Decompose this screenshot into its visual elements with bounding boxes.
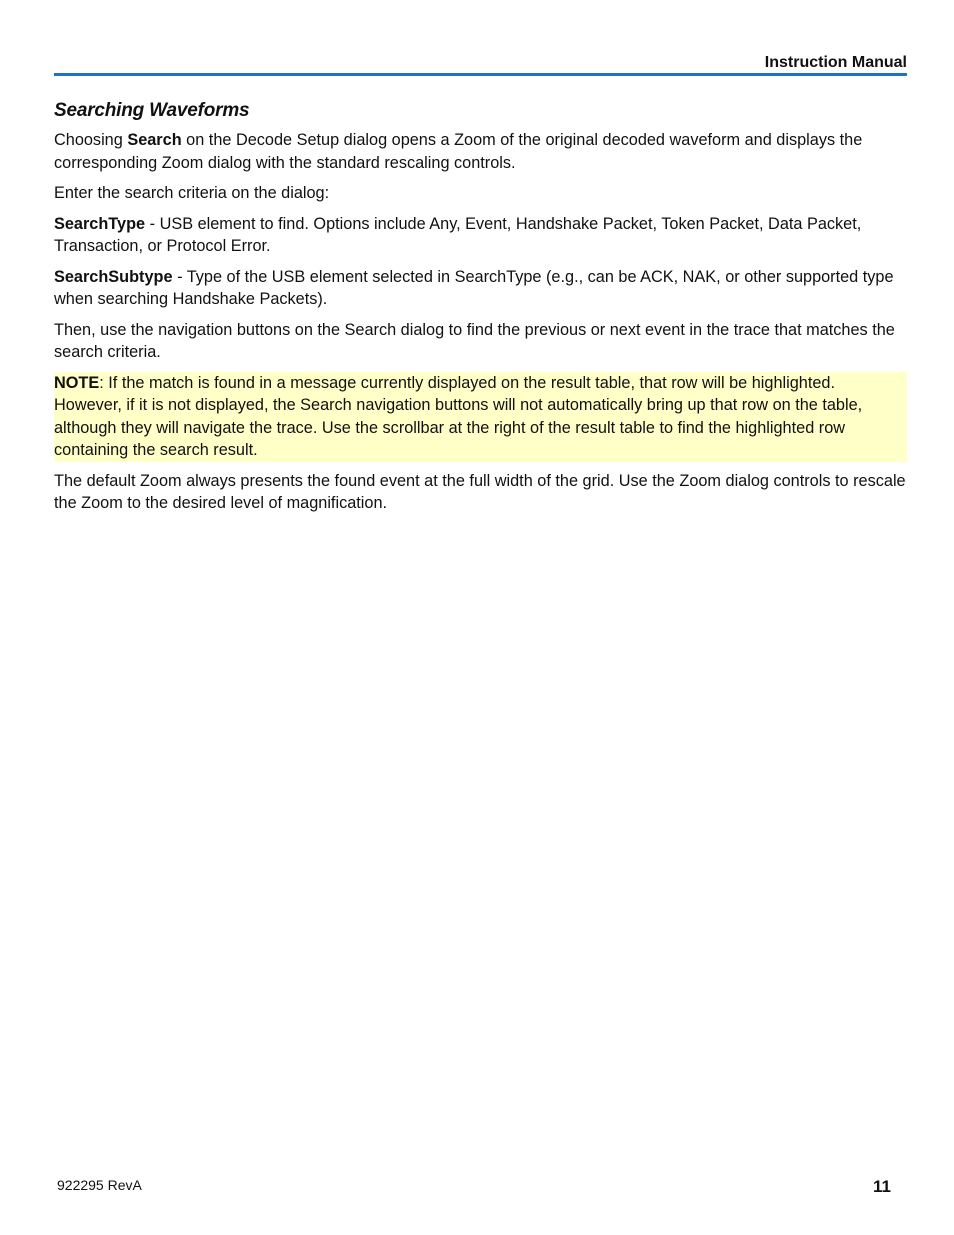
footer-document-id: 922295 RevA <box>57 1177 142 1193</box>
bold-term-search: Search <box>127 131 182 149</box>
note-label: NOTE <box>54 373 100 392</box>
text: - Type of the USB element selected in SearchType (e.g., can be ACK, NAK, or other supported type when searching Handshake Packets). <box>54 267 894 308</box>
paragraph-searchtype <box>54 213 907 258</box>
paragraph-search-intro <box>54 129 907 174</box>
text: on the Decode Setup dialog opens a Zoom of the original decoded waveform and displays the corresponding Zoom dialog with the standard rescaling controls. <box>54 131 863 172</box>
paragraph-default-zoom: The default Zoom always presents the found event at the full width of the grid. Use the Zoom dialog controls to rescale the Zoom to the desired level of magnification. <box>54 471 906 512</box>
note-text: : If the match is found in a message currently displayed on the result table, that row will be highlighted. However, if it is not displayed, the Search navigation buttons will not automatically bring up that row on the table, although they will navigate the trace. Use the scrollbar at the right of the result table to find the highlighted row containing the search result. <box>54 373 863 459</box>
section-heading: Searching Waveforms <box>54 100 250 121</box>
running-header-title: Instruction Manual <box>764 54 907 71</box>
bold-term-searchtype: SearchType <box>54 214 146 233</box>
header-divider <box>54 73 907 76</box>
text: - USB element to find. Options include Any, Event, Handshake Packet, Token Packet, Data Packet, Transaction, or Protocol Error. <box>54 214 862 255</box>
paragraph-enter-criteria: Enter the search criteria on the dialog: <box>54 184 330 202</box>
paragraph-navigation: Then, use the navigation buttons on the Search dialog to find the previous or next event in the trace that matches the search criteria. <box>54 320 895 361</box>
bold-term-searchsubtype: SearchSubtype <box>54 267 173 286</box>
page-content <box>54 99 907 523</box>
note-callout <box>54 372 907 462</box>
text: Choosing <box>54 131 128 149</box>
paragraph-searchsubtype <box>54 266 907 311</box>
footer-page-number: 11 <box>873 1177 891 1196</box>
